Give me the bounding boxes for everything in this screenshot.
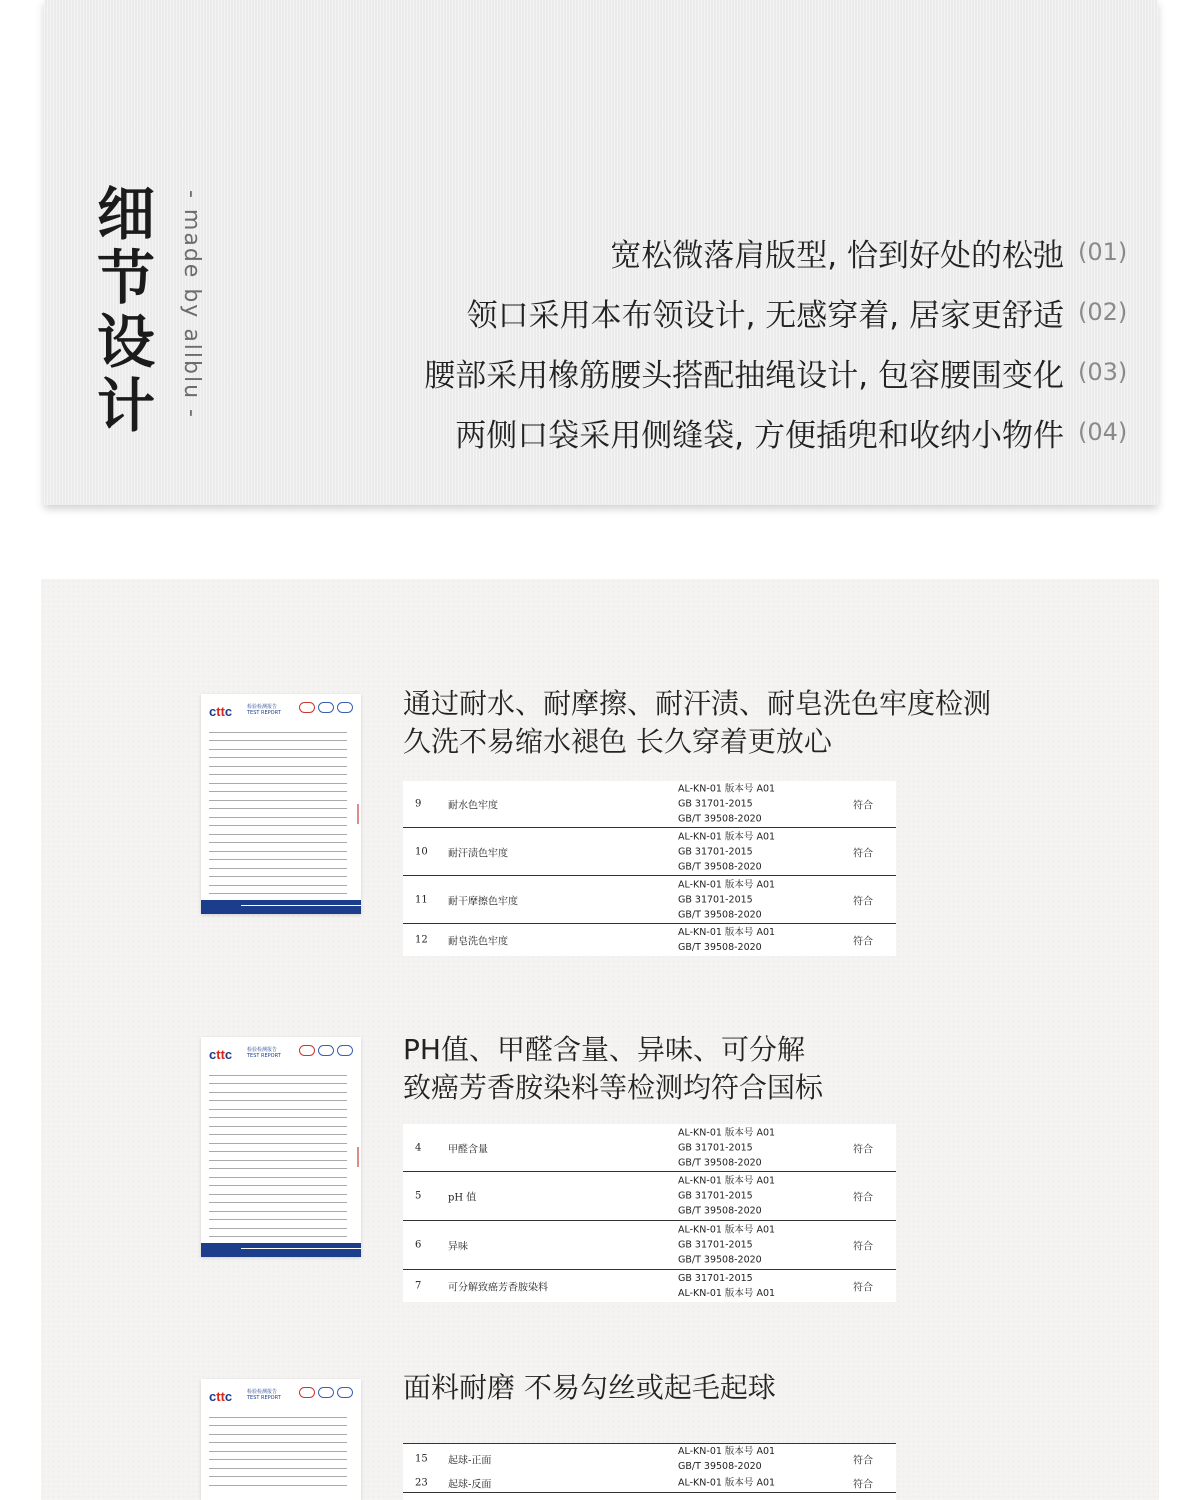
section-heading [403,1369,776,1407]
certification-seals [299,1387,353,1398]
report-line [209,750,347,759]
report-heading [247,704,281,716]
report-heading [247,1389,281,1401]
row-item: 耐干摩擦色牢度 [448,896,518,907]
report-line [209,1435,347,1444]
row-result: 符合 [853,848,873,859]
row-standard: AL-KN-01 版本号 A01 GB 31701-2015 GB/T 39508-2020 [678,783,776,825]
row-result: 符合 [853,1144,873,1155]
section-heading [403,1031,823,1107]
report-line [209,1195,347,1204]
row-number: 10 [415,846,428,857]
row-standard: AL-KN-01 版本号 A01 GB/T 39508-2020 [678,1446,776,1472]
table-row [403,1444,896,1474]
feature-number: (02) [1078,298,1128,326]
feature-item [424,342,1130,402]
report-line [209,1067,347,1076]
report-line [209,1229,347,1238]
test-report-panel [41,579,1159,1500]
row-standard: AL-KN-01 版本号 A01 [678,1477,776,1489]
row-standard: AL-KN-01 版本号 A01 GB 31701-2015 GB/T 39508-2020 [678,1175,776,1217]
report-thumbnail [201,694,361,914]
row-standard: GB 31701-2015 AL-KN-01 版本号 A01 [678,1273,776,1299]
report-table-lines [209,724,347,911]
table-row [403,1221,896,1270]
table-row [403,1270,896,1302]
report-heading-en: TEST REPORT [247,1395,281,1401]
row-result: 符合 [853,800,873,812]
report-line [209,852,347,861]
table-row [403,924,896,956]
report-line [209,784,347,793]
section-subtitle: - made by allblu - [179,190,204,419]
report-footer [201,1243,361,1257]
report-table-lines [209,1409,347,1486]
row-number: 15 [415,1453,428,1465]
report-line [209,877,347,886]
table-row [403,828,896,876]
report-line [209,775,347,784]
report-line [209,869,347,878]
section-heading-line: 久洗不易缩水褪色 长久穿着更放心 [403,725,832,758]
report-heading-en: TEST REPORT [247,710,281,716]
row-standard: AL-KN-01 版本号 A01 GB 31701-2015 GB/T 39508-2020 [678,1127,776,1168]
certification-seals [299,1045,353,1056]
row-item: 异味 [448,1241,468,1253]
report-thumbnail [201,1379,361,1500]
report-stamp [349,804,359,824]
feature-number: (04) [1078,418,1128,446]
row-standard: AL-KN-01 版本号 A01 GB 31701-2015 GB/T 39508-2020 [678,879,776,920]
section-heading [403,685,991,761]
table-row [403,781,896,828]
row-result: 符合 [853,896,873,907]
section-heading-line: PH值、甲醛含量、异味、可分解 [403,1033,805,1066]
feature-text: 两侧口袋采用侧缝袋, 方便插兜和收纳小物件 [455,417,1064,454]
certification-seals [299,702,353,713]
report-stamp [349,1147,359,1167]
row-number: 5 [415,1190,422,1202]
row-item: 起球-反面 [448,1479,492,1491]
report-line [209,1110,347,1119]
report-line [209,1469,347,1478]
row-item: 起球-正面 [448,1455,492,1467]
table-row [403,1124,896,1172]
row-result: 符合 [853,1241,873,1253]
test-results-table [403,781,896,956]
feature-text: 领口采用本布领设计, 无感穿着, 居家更舒适 [466,297,1064,334]
report-line [209,801,347,810]
report-line [209,1118,347,1127]
row-number: 4 [415,1142,422,1153]
report-line [209,1426,347,1435]
row-result: 符合 [853,1282,873,1294]
report-line [209,724,347,733]
row-number: 6 [415,1239,422,1251]
report-line [209,1084,347,1093]
feature-list [424,222,1130,462]
row-number: 7 [415,1280,422,1292]
report-line [209,1409,347,1418]
report-line [209,1220,347,1229]
report-line [209,1161,347,1170]
report-line [209,1186,347,1195]
report-line [209,1093,347,1102]
section-heading-line: 致癌芳香胺染料等检测均符合国标 [403,1071,824,1104]
row-number: 11 [415,894,428,905]
report-heading [247,1047,281,1059]
report-line [209,733,347,742]
test-results-table [403,1443,896,1500]
row-item: 甲醛含量 [448,1144,488,1155]
row-result: 符合 [853,936,873,948]
feature-text: 宽松微落肩版型, 恰到好处的松弛 [610,237,1064,274]
report-line [209,826,347,835]
test-results-table [403,1124,896,1302]
row-number: 12 [415,934,428,946]
row-item: 可分解致癌芳香胺染料 [448,1282,548,1294]
table-row [403,1474,896,1493]
feature-number: (01) [1078,238,1128,266]
feature-number: (03) [1078,358,1128,386]
table-row [403,876,896,924]
table-row [403,1172,896,1221]
row-result: 符合 [853,1479,873,1491]
report-line [209,1178,347,1187]
row-standard: AL-KN-01 版本号 A01 GB 31701-2015 GB/T 39508-2020 [678,831,776,872]
row-result: 符合 [853,1192,873,1204]
report-line [209,1076,347,1085]
report-line [209,1460,347,1469]
section-heading-line: 面料耐磨 不易勾丝或起毛起球 [403,1371,776,1404]
report-line [209,1452,347,1461]
report-line [209,886,347,895]
report-line [209,1127,347,1136]
report-logo: cttc [209,704,233,719]
report-line [209,1212,347,1221]
row-item: 耐水色牢度 [448,800,498,812]
report-footer [201,900,361,914]
report-line [209,1418,347,1427]
report-line [209,758,347,767]
report-line [209,818,347,827]
feature-text: 腰部采用橡筋腰头搭配抽绳设计, 包容腰围变化 [424,357,1064,394]
report-line [209,843,347,852]
row-item: pH 值 [448,1192,477,1204]
row-number: 23 [415,1477,428,1489]
row-standard: AL-KN-01 版本号 A01 GB 31701-2015 GB/T 39508-2020 [678,1224,776,1266]
report-thumbnail [201,1037,361,1257]
report-table-lines [209,1067,347,1254]
report-line [209,1203,347,1212]
report-heading-cn: 检验检测报告 [247,1389,278,1395]
feature-item [424,282,1130,342]
section-title: 细节设计 [96,180,155,440]
report-heading-en: TEST REPORT [247,1053,281,1059]
report-line [209,1135,347,1144]
section-heading-line: 通过耐水、耐摩擦、耐汗渍、耐皂洗色牢度检测 [403,687,992,720]
report-line [209,835,347,844]
row-number: 9 [415,798,422,810]
report-line [209,860,347,869]
report-logo: cttc [209,1389,233,1404]
report-line [209,809,347,818]
row-item: 耐皂洗色牢度 [448,936,508,948]
feature-item [424,402,1130,462]
row-result: 符合 [853,1455,873,1467]
report-heading-cn: 检验检测报告 [247,704,278,710]
report-line [209,1477,347,1486]
feature-item [424,222,1130,282]
report-line [209,1101,347,1110]
row-item: 耐汗渍色牢度 [448,848,508,859]
report-line [209,1169,347,1178]
report-line [209,1152,347,1161]
report-line [209,1443,347,1452]
row-standard: AL-KN-01 版本号 A01 GB/T 39508-2020 [678,927,776,953]
report-line [209,1144,347,1153]
report-logo: cttc [209,1047,233,1062]
report-heading-cn: 检验检测报告 [247,1047,278,1053]
report-line [209,767,347,776]
report-line [209,792,347,801]
report-line [209,741,347,750]
